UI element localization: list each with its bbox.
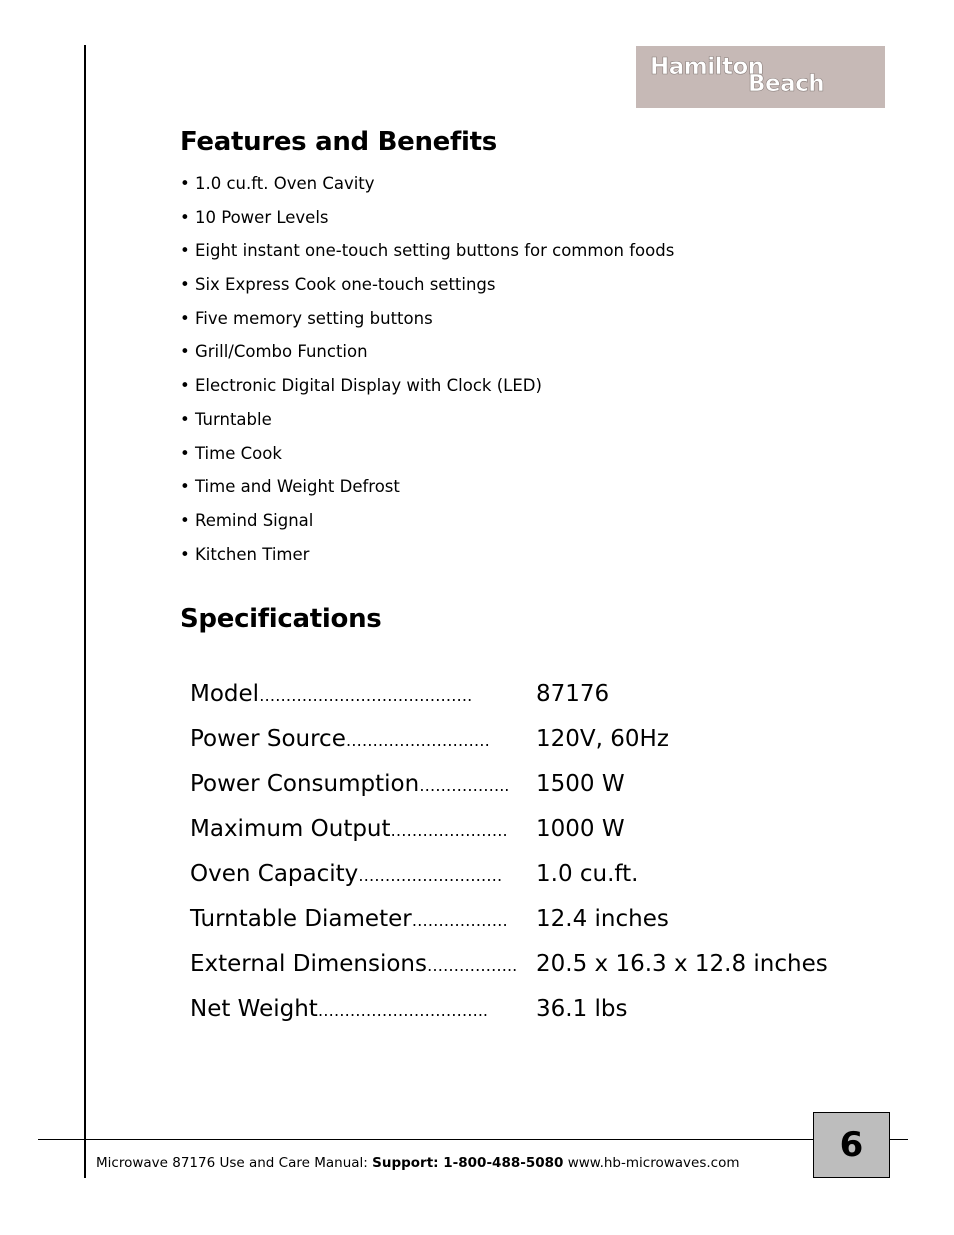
spec-row-turntable-diameter: [190, 897, 890, 942]
spec-value: 120V, 60Hz: [536, 726, 669, 752]
spec-leader-dots: …………………………..: [317, 1001, 488, 1020]
features-list: [180, 173, 674, 577]
spec-label: Model: [190, 681, 260, 707]
spec-row-oven-capacity: [190, 852, 890, 897]
spec-leader-dots: ………………………: [358, 866, 503, 885]
feature-item: • Turntable: [180, 409, 674, 443]
footer-manual-title: Microwave 87176 Use and Care Manual:: [96, 1155, 373, 1171]
spec-label: Maximum Output: [190, 816, 391, 842]
footer-text: [96, 1155, 739, 1171]
spec-value: 87176: [536, 681, 610, 707]
spec-row-power-consumption: [190, 762, 890, 807]
feature-item: • Grill/Combo Function: [180, 341, 674, 375]
feature-item: • Eight instant one-touch setting buttons for common foods: [180, 240, 674, 274]
feature-item: • Time and Weight Defrost: [180, 476, 674, 510]
footer-support-phone: Support: 1-800-488-5080: [372, 1155, 564, 1171]
feature-item: • 1.0 cu.ft. Oven Cavity: [180, 173, 674, 207]
feature-item: • Six Express Cook one-touch settings: [180, 274, 674, 308]
spec-value: 1500 W: [536, 771, 625, 797]
spec-leader-dots: ……………..: [419, 776, 510, 795]
feature-item: • Time Cook: [180, 443, 674, 477]
logo-line-2: Beach: [748, 71, 825, 97]
spec-label: Turntable Diameter: [190, 906, 412, 932]
spec-label: Power Source: [190, 726, 346, 752]
left-margin-rule: [84, 45, 86, 1178]
spec-value: 12.4 inches: [536, 906, 669, 932]
spec-leader-dots: ………………………………….: [259, 686, 473, 705]
spec-label: External Dimensions: [190, 951, 427, 977]
spec-row-maximum-output: [190, 807, 890, 852]
spec-row-model: [190, 672, 890, 717]
spec-value: 36.1 lbs: [536, 996, 628, 1022]
spec-label: Oven Capacity: [190, 861, 359, 887]
features-heading: Features and Benefits: [180, 127, 497, 157]
spec-label: Power Consumption: [190, 771, 420, 797]
spec-leader-dots: ………………….: [390, 821, 508, 840]
spec-value: 1000 W: [536, 816, 625, 842]
feature-item: • 10 Power Levels: [180, 207, 674, 241]
spec-row-external-dimensions: [190, 942, 890, 987]
spec-label: Net Weight: [190, 996, 318, 1022]
spec-row-net-weight: [190, 987, 890, 1032]
specifications-table: [190, 672, 890, 1032]
feature-item: • Electronic Digital Display with Clock (LED): [180, 375, 674, 409]
footer-rule: [38, 1139, 908, 1140]
hamilton-beach-logo: [636, 46, 885, 108]
spec-leader-dots: ………………………: [345, 731, 490, 750]
feature-item: • Kitchen Timer: [180, 544, 674, 578]
spec-leader-dots: ……………..: [426, 956, 518, 975]
spec-leader-dots: ………………: [411, 911, 508, 930]
feature-item: • Five memory setting buttons: [180, 308, 674, 342]
logo-wordmark: [636, 46, 885, 108]
spec-value: 1.0 cu.ft.: [536, 861, 639, 887]
logo-line-1: Hamilton: [650, 54, 764, 80]
feature-item: • Remind Signal: [180, 510, 674, 544]
footer-website: www.hb-microwaves.com: [563, 1155, 740, 1171]
spec-row-power-source: [190, 717, 890, 762]
specifications-heading: Specifications: [180, 604, 382, 634]
spec-value: 20.5 x 16.3 x 12.8 inches: [536, 951, 828, 977]
page-number: 6: [813, 1112, 890, 1178]
